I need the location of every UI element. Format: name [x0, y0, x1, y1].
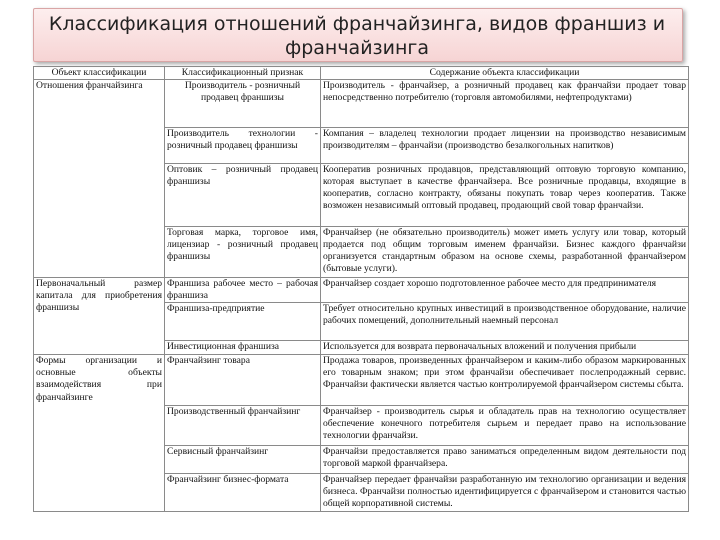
classification-table: [33, 66, 689, 512]
content-cell: Продажа товаров, произведенных франчайзером и каким-либо образом маркированных его товарным знаком; при этом франчайзи обеспечивает послепродажный сервис. Франчайзи фактически является частью контролируемой франчайзером системы сбыта.: [321, 355, 689, 406]
feature-cell: Франчайзинг бизнес-формата: [165, 474, 321, 512]
table-row: [34, 278, 689, 303]
content-cell: Франчайзер (не обязательно производитель) может иметь услугу или товар, который продается под общим торговым именем франчайзи. Бизнес каждого франчайзи организуется стандартным образом на основе схемы, разработанной франчайзером (бытовые услуги).: [321, 227, 689, 278]
feature-cell: Франшиза рабочее место – рабочая франшиза: [165, 278, 321, 303]
content-cell: Требует относительно крупных инвестиций в производственное оборудование, наличие рабочих помещений, дополнительный наемный персонал: [321, 303, 689, 341]
table-row: [34, 80, 689, 128]
content-cell: Используется для возврата первоначальных вложений и получения прибыли: [321, 341, 689, 355]
header-content: Содержание объекта классификации: [321, 67, 689, 80]
content-cell: Франчайзер - производитель сырья и обладатель прав на технологию осуществляет обеспечение конечного потребителя сырьем и передает право на использование технологии франчайзи.: [321, 406, 689, 446]
feature-cell: Оптовик – розничный продавец франшизы: [165, 164, 321, 227]
feature-cell: Производственный франчайзинг: [165, 406, 321, 446]
content-cell: Франчайзи предоставляется право заниматься определенным видом деятельности под торговой маркой франчайзера.: [321, 446, 689, 474]
feature-cell: Производитель - розничный продавец франшизы: [165, 80, 321, 128]
feature-cell: Производитель технологии - розничный продавец франшизы: [165, 128, 321, 164]
object-cell: Отношения франчайзинга: [34, 80, 165, 278]
feature-cell: Торговая марка, торговое имя, лицензиар - розничный продавец франшизы: [165, 227, 321, 278]
object-cell: Формы организации и основные объекты взаимодействия при франчайзинге: [34, 355, 165, 512]
content-cell: Франчайзер создает хорошо подготовленное рабочее место для предпринимателя: [321, 278, 689, 303]
page-title: Классификация отношений франчайзинга, видов франшиз и франчайзинга: [48, 13, 666, 59]
header-object: Объект классификации: [34, 67, 165, 80]
feature-cell: Сервисный франчайзинг: [165, 446, 321, 474]
content-cell: Франчайзер передает франчайзи разработанную им технологию организации и ведения бизнеса. Франчайзи полностью идентифицируется с франчайзером и становится частью общей корпоративной системы.: [321, 474, 689, 512]
feature-cell: Франшиза-предприятие: [165, 303, 321, 341]
table-row: [34, 355, 689, 406]
object-cell: Первоначальный размер капитала для приобретения франшизы: [34, 278, 165, 355]
feature-cell: Франчайзинг товара: [165, 355, 321, 406]
content-cell: Производитель - франчайзер, а розничный продавец как франчайзи продает товар непосредственно потребителю (торговля автомобилями, нефтепродуктами): [321, 80, 689, 128]
feature-cell: Инвестиционная франшиза: [165, 341, 321, 355]
content-cell: Компания – владелец технологии продает лицензии на производство независимым производителям – франчайзи (производство безалкогольных напитков): [321, 128, 689, 164]
header-feature: Классификационный признак: [165, 67, 321, 80]
content-cell: Кооператив розничных продавцов, представляющий оптовую торговую компанию, которая выступает в качестве франчайзера. Все розничные продавцы, входящие в кооператив, согласно контракту, обязаны покупать товар через кооператив. Также возможен независимый оптовый продавец, продающий свой товар франчайзи.: [321, 164, 689, 227]
header-row: [34, 67, 689, 80]
